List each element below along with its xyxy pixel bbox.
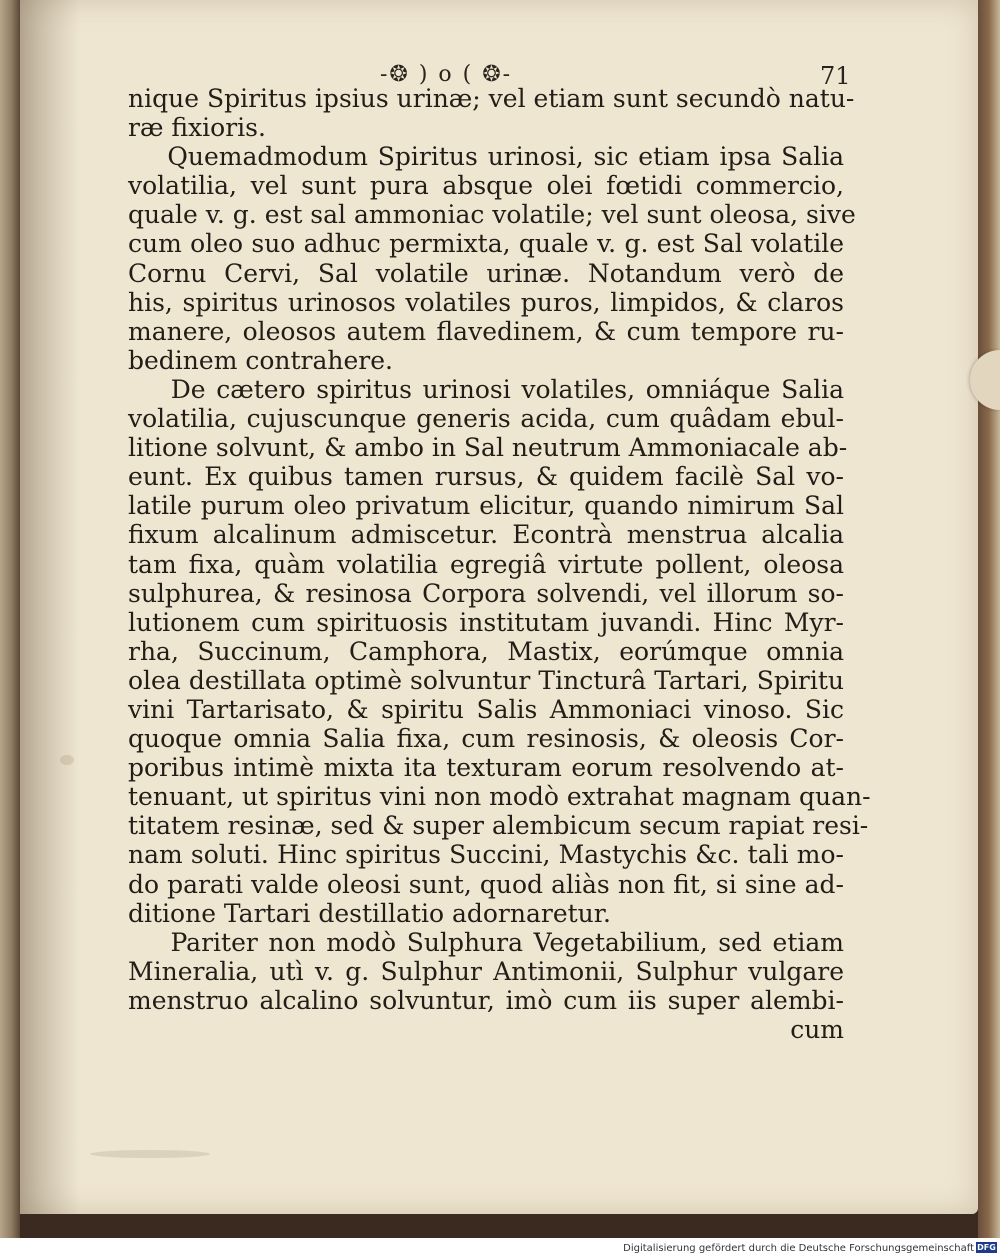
text-line: lutionem cum spirituosis institutam juvandi. Hinc Myr- — [128, 607, 844, 637]
spine-shadow — [20, 0, 80, 1214]
text-line: do parati valde oleosi sunt, quod aliàs non fit, si sine ad- — [128, 869, 844, 899]
text-line: fixum alcalinum admiscetur. Econtrà menstrua alcalia — [128, 520, 844, 550]
footer-bar — [0, 1238, 1000, 1256]
book-cover-edge — [0, 0, 20, 1238]
text-line: manere, oleosos autem flavedinem, & cum tempore ru- — [128, 316, 844, 346]
text-line: latile purum oleo privatum elicitur, quando nimirum Sal — [128, 491, 844, 521]
text-line: ditione Tartari destillatio adornaretur. — [128, 898, 611, 928]
page-stain — [60, 755, 74, 765]
page-number: 71 — [820, 62, 851, 90]
text-line: bedinem contrahere. — [128, 345, 393, 375]
page-stain — [90, 1150, 210, 1158]
text-line: cum oleo suo adhuc permixta, quale v. g. est Sal volatile — [128, 229, 844, 259]
text-line: menstruo alcalino solvuntur, imò cum iis super alembi- — [128, 985, 844, 1015]
text-line: quale v. g. est sal ammoniac volatile; vel sunt oleosa, sive — [128, 200, 856, 230]
text-line: titatem resinæ, sed & super alembicum secum rapiat resi- — [128, 811, 869, 841]
text-line: his, spiritus urinosos volatiles puros, limpidos, & claros — [128, 287, 844, 317]
digitization-credit: Digitalisierung gefördert durch die Deutsche Forschungsgemeinschaft — [623, 1243, 974, 1254]
text-line: ræ fixioris. — [128, 113, 266, 143]
text-line: cum — [790, 1015, 844, 1044]
text-line: De cætero spiritus urinosi volatiles, omniáque Salia — [128, 374, 844, 404]
text-line: Cornu Cervi, Sal volatile urinæ. Notandum verò de — [128, 258, 844, 288]
text-line: poribus intimè mixta ita texturam eorum resolvendo at- — [128, 753, 844, 783]
text-line: litione solvunt, & ambo in Sal neutrum Ammoniacale ab- — [128, 433, 848, 463]
text-line: nam soluti. Hinc spiritus Succini, Mastychis &c. tali mo- — [128, 840, 844, 870]
text-line: tenuant, ut spiritus vini non modò extrahat magnam quan- — [128, 782, 871, 812]
body-text — [128, 84, 871, 1044]
text-line: Quemadmodum Spiritus urinosi, sic etiam ipsa Salia — [128, 142, 844, 172]
text-line: Pariter non modò Sulphura Vegetabilium, sed etiam — [128, 927, 844, 957]
text-line: tam fixa, quàm volatilia egregiâ virtute pollent, oleosa — [128, 549, 844, 579]
text-line: Mineralia, utì v. g. Sulphur Antimonii, Sulphur vulgare — [128, 956, 844, 986]
text-line: quoque omnia Salia fixa, cum resinosis, & oleosis Cor- — [128, 724, 844, 754]
text-line: volatilia, cujuscunque generis acida, cum quâdam ebul- — [128, 404, 844, 434]
dfg-logo-icon: DFG — [977, 1243, 996, 1252]
text-line: sulphurea, & resinosa Corpora solvendi, vel illorum so- — [128, 578, 844, 608]
running-head: -❂ ) o ( ❂- — [380, 62, 513, 87]
text-line: eunt. Ex quibus tamen rursus, & quidem facilè Sal vo- — [128, 462, 844, 492]
text-line: vini Tartarisato, & spiritu Salis Ammoniaci vinoso. Sic — [128, 694, 844, 724]
text-line: rha, Succinum, Camphora, Mastix, eorúmque omnia — [128, 636, 844, 666]
book-right-edge — [978, 0, 1000, 1238]
text-line: nique Spiritus ipsius urinæ; vel etiam sunt secundò natu- — [128, 84, 855, 113]
text-line: olea destillata optimè solvuntur Tincturâ Tartari, Spiritu — [128, 665, 844, 695]
text-line: volatilia, vel sunt pura absque olei fœtidi commercio, — [128, 171, 844, 201]
